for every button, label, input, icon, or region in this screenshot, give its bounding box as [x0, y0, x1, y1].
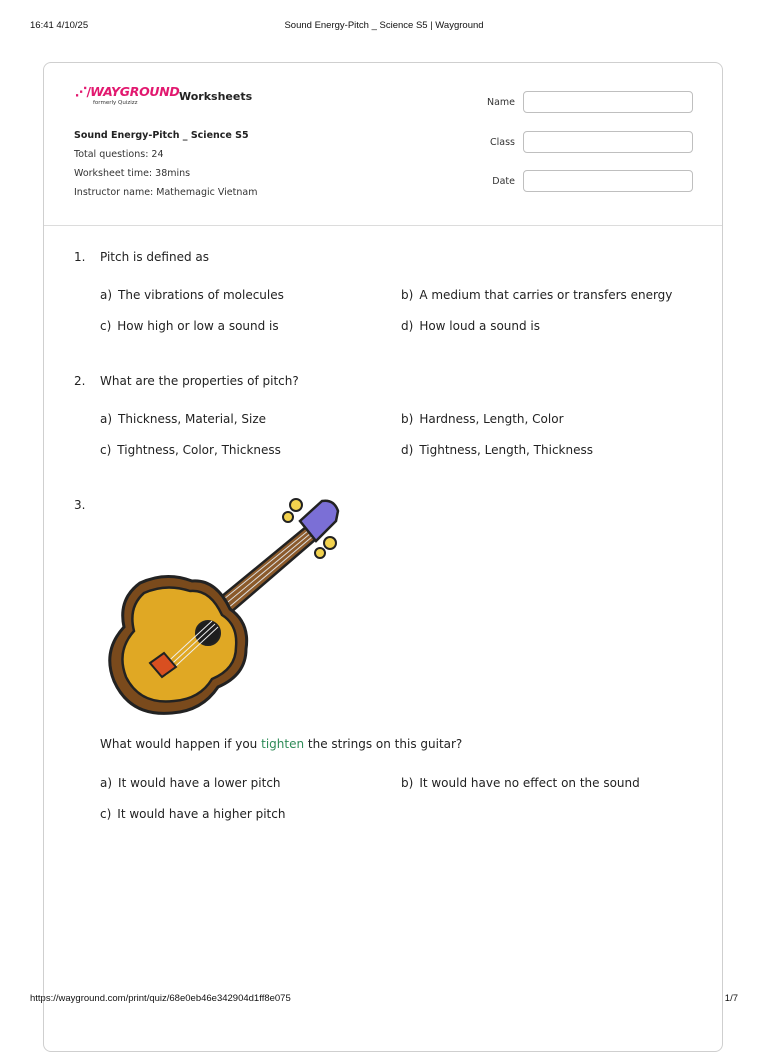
print-timestamp: 16:41 4/10/25 — [30, 20, 89, 31]
class-field[interactable] — [523, 131, 693, 153]
worksheet-title: Sound Energy-Pitch _ Science S5 — [74, 130, 249, 141]
name-label: Name — [486, 97, 515, 108]
question-text: What are the properties of pitch? — [100, 374, 299, 388]
logo-formerly: formerly Quizizz — [93, 100, 138, 106]
worksheet-header — [44, 63, 722, 226]
option-b[interactable]: b) It would have no effect on the sound — [401, 776, 640, 790]
option-b[interactable]: b) Hardness, Length, Color — [401, 412, 564, 426]
question-number: 2. — [74, 374, 86, 388]
option-d[interactable]: d) How loud a sound is — [401, 319, 541, 333]
option-c[interactable]: c) It would have a higher pitch — [100, 807, 286, 821]
total-questions: Total questions: 24 — [74, 149, 164, 160]
print-footer — [0, 993, 768, 1007]
question-text: Pitch is defined as — [100, 250, 210, 264]
date-field[interactable] — [523, 170, 693, 192]
option-a[interactable]: a) Thickness, Material, Size — [100, 412, 266, 426]
date-label: Date — [492, 176, 515, 187]
product-name: Worksheets — [179, 90, 253, 103]
highlighted-word: tighten — [261, 737, 305, 751]
print-document-title: Sound Energy-Pitch _ Science S5 | Wayground — [284, 20, 484, 31]
option-a[interactable]: a) It would have a lower pitch — [100, 776, 281, 790]
print-url: https://wayground.com/print/quiz/68e0eb46e342904d1ff8e075 — [30, 993, 291, 1004]
option-a[interactable]: a) The vibrations of molecules — [100, 288, 284, 302]
option-d[interactable]: d) Tightness, Length, Thickness — [401, 443, 593, 457]
class-label: Class — [490, 137, 515, 148]
logo-mark-icon: ⋰/ — [75, 84, 91, 99]
option-c[interactable]: c) How high or low a sound is — [100, 319, 279, 333]
option-b[interactable]: b) A medium that carries or transfers energy — [401, 288, 673, 302]
worksheet-meta — [74, 126, 257, 202]
option-c[interactable]: c) Tightness, Color, Thickness — [100, 443, 281, 457]
question-text: What would happen if you tighten the strings on this guitar? — [100, 737, 463, 751]
logo-wordmark: ⋰/WAYGROUND — [75, 84, 180, 99]
instructor-name: Instructor name: Mathemagic Vietnam — [74, 187, 258, 198]
name-field[interactable] — [523, 91, 693, 113]
worksheet-card — [43, 62, 723, 1052]
question-number: 3. — [74, 498, 86, 512]
guitar-illustration — [100, 491, 340, 719]
print-header — [0, 20, 768, 34]
question-number: 1. — [74, 250, 86, 264]
wayground-logo — [75, 85, 180, 107]
worksheet-time: Worksheet time: 38mins — [74, 168, 191, 179]
page-number: 1/7 — [724, 993, 738, 1004]
